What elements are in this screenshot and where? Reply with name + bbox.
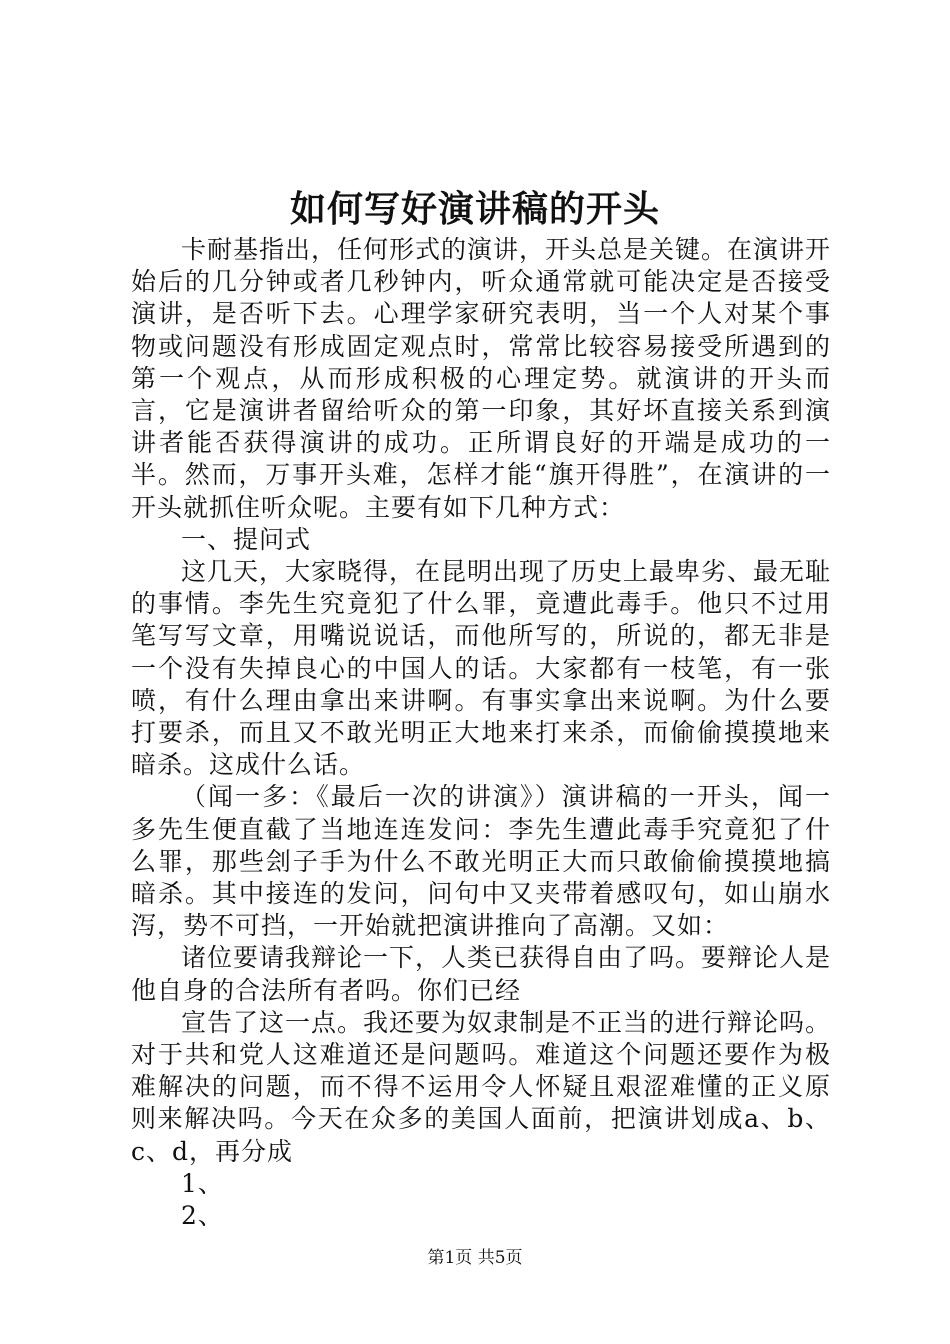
list-item-2: 2、 [181,1201,224,1231]
paragraph-intro: 卡耐基指出，任何形式的演讲，开头总是关键。在演讲开始后的几分钟或者几秒钟内，听众通常就可能决定是否接受演讲，是否听下去。心理学家研究表明，当一个人对某个事物或问题没有形成固定观点时，常常比较容易接受所遇到的第一个观点，从而形成积极的心理定势。就演讲的开头而言，它是演讲者留给听众的第一印象，其好坏直接关系到演讲者能否获得演讲的成功。正所谓良好的开端是成功的一半。然而，万事开头难，怎样才能“旗开得胜”，在演讲的一开头就抓住听众呢。主要有如下几种方式： [131,235,832,522]
paragraph-analysis: （闻一多：《最后一次的讲演》）演讲稿的一开头，闻一多先生便直截了当地连连发问：李先生遭此毒手究竟犯了什么罪，那些刽子手为什么不敢光明正大而只敢偷偷摸摸地搞暗杀。其中接连的发问，问句中又夹带着感叹句，如山崩水泻，势不可挡，一开始就把演讲推向了高潮。又如： [131,782,831,941]
document-title: 如何写好演讲稿的开头 [289,188,660,230]
document-body [131,234,831,1232]
list-item-1: 1、 [181,1168,224,1198]
paragraph-declaration: 宣告了这一点。我还要为奴隶制是不正当的进行辩论吗。对于共和党人这难道还是问题吗。难道这个问题还要作为极难解决的问题，而不得不运用令人怀疑且艰涩难懂的正义原则来解决吗。今天在众多的美国人面前，把演讲划成a、b、c、d，再分成 [131,1007,832,1166]
paragraph-debate-quote: 诸位要请我辩论一下，人类已获得自由了吗。要辩论人是他自身的合法所有者吗。你们已经 [131,943,832,1005]
page-number-footer: 第1页 共5页 [427,1248,523,1268]
section-heading-question-style: 一、提问式 [181,524,312,554]
paragraph-quote-wen-yiduo: 这几天，大家晓得，在昆明出现了历史上最卑劣、最无耻的事情。李先生究竟犯了什么罪，竟遭此毒手。他只不过用笔写写文章，用嘴说说话，而他所写的，所说的，都无非是一个没有失掉良心的中国人的话。大家都有一枝笔，有一张喷，有什么理由拿出来讲啊。有事实拿出来说啊。为什么要打要杀，而且又不敢光明正大地来打来杀，而偷偷摸摸地来暗杀。这成什么话。 [131,557,832,780]
